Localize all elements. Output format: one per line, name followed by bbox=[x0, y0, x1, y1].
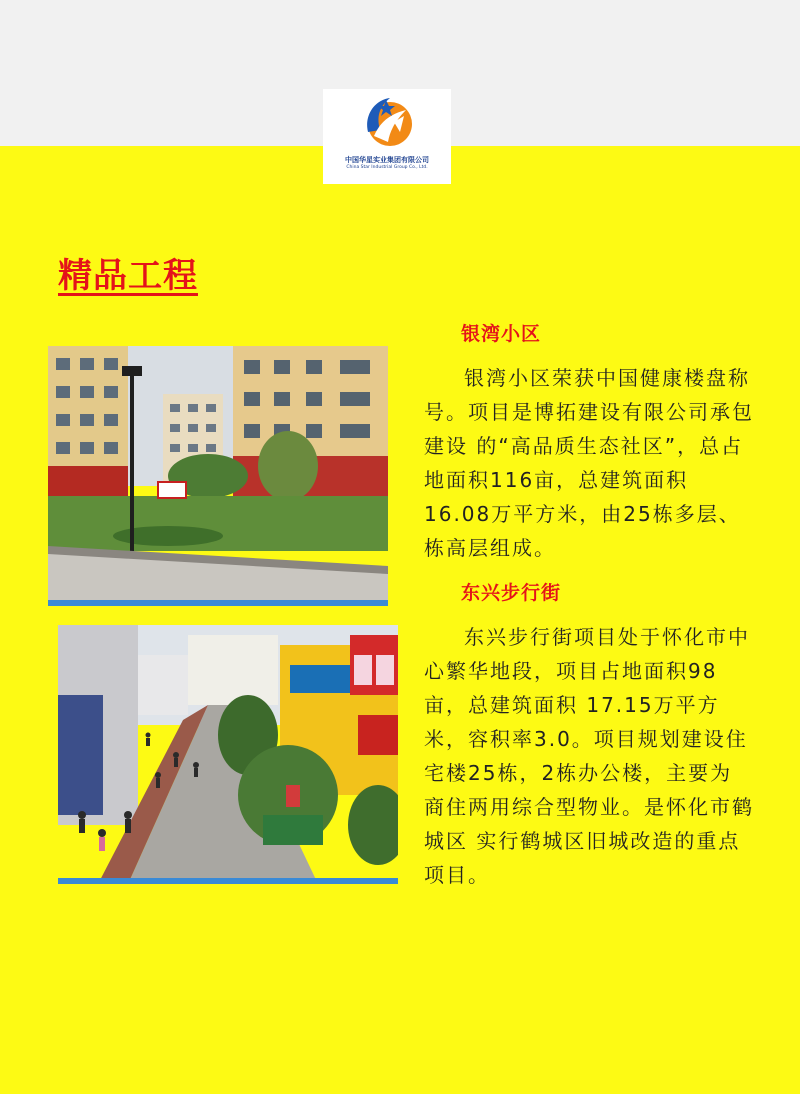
logo-company-cn: 中国华星实业集团有限公司 bbox=[345, 156, 429, 164]
section-body-yinwan: 银湾小区荣获中国健康楼盘称号。项目是博拓建设有限公司承包建设 的“高品质生态社区”，总占地面积116亩，总建筑面积16.08万平方米，由25栋多层、栋高层组成。 bbox=[424, 366, 754, 560]
photo-strip bbox=[58, 878, 398, 884]
section-title-yinwan: 银湾小区 bbox=[461, 323, 542, 345]
company-logo-icon bbox=[360, 92, 414, 152]
logo-company-en: China Star Industrial Group Co., Ltd. bbox=[346, 165, 428, 170]
page-title: 精品工程 bbox=[58, 256, 198, 296]
photo-strip bbox=[48, 600, 388, 606]
photo-yinwan-residential bbox=[48, 346, 388, 606]
photo-dongxing-pedestrian-street bbox=[58, 625, 398, 884]
section-body-dongxing: 东兴步行街项目处于怀化市中心繁华地段，项目占地面积98亩，总建筑面积 17.15万平方米，容积率3.0。项目规划建设住宅楼25栋，2栋办公楼，主要为 商住两用综合型物业。是怀化市鹤城区 实行鹤城区旧城改造的重点项目。 bbox=[424, 625, 754, 887]
section-title-dongxing: 东兴步行街 bbox=[461, 582, 562, 604]
company-logo bbox=[323, 89, 451, 184]
